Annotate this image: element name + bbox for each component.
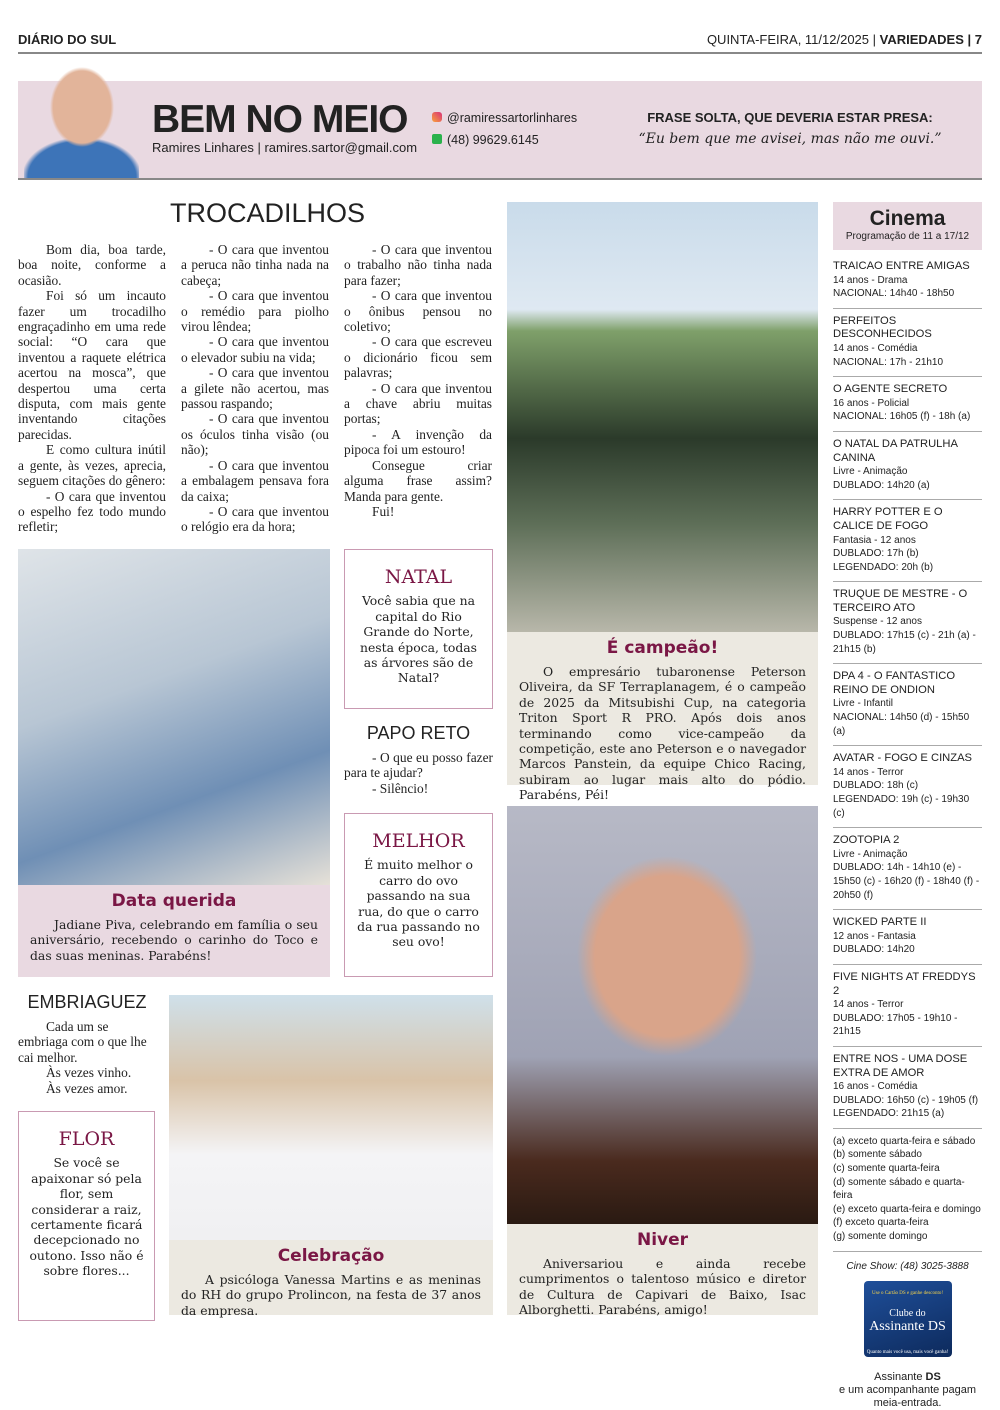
paragraph: - O cara que inventou o espelho fez todo mundo refletir; <box>18 488 166 535</box>
legend-note: (b) somente sábado <box>833 1149 922 1161</box>
film-info: DUBLADO: 16h50 (c) - 19h05 (f) <box>833 1094 979 1106</box>
film-info: DUBLADO: 14h - 14h10 (e) - 15h50 (c) - 16h20 (f) - 18h40 (f) - 20h50 (f) <box>833 862 980 901</box>
film-title: AVATAR - FOGO E CINZAS <box>833 752 973 765</box>
film-info: 14 anos - Drama <box>833 274 908 286</box>
photo-niver <box>507 806 818 1224</box>
film-info: 14 anos - Terror <box>833 766 904 778</box>
film-info: Fantasia - 12 anos <box>833 534 916 546</box>
film-title: WICKED PARTE II <box>833 916 927 929</box>
film-info: Livre - Infantil <box>833 698 894 710</box>
film-info: Livre - Animação <box>833 848 908 860</box>
film-title: PERFEITOS DESCONHECIDOS <box>833 314 932 341</box>
divider <box>18 178 982 180</box>
article-body <box>18 242 492 545</box>
paragraph: Bom dia, boa tarde, boa noite, conforme a ocasião. <box>18 242 166 288</box>
paragraph: Consegue criar alguma frase assim? Manda para gente. <box>344 457 492 504</box>
paragraph: - O cara que inventou o ônibus pensou no coletivo; <box>344 288 492 335</box>
film-listing <box>833 582 982 664</box>
film-info: LEGENDADO: 20h (b) <box>833 561 934 573</box>
paragraph: - O cara que inventou a embalagem pensava fora da caixa; <box>181 457 329 504</box>
column-title: BEM NO MEIO <box>152 98 408 141</box>
subscriber-card: Use o Cartão DS e ganhe desconto! Clube do Assinante DS Quanto mais você usa, mais você ganha! <box>864 1281 952 1357</box>
photo-data-querida <box>18 549 330 885</box>
cinema-header: Cinema Programação de 11 a 17/12 <box>833 202 982 250</box>
caption-niver: Niver Aniversariou e ainda recebe cumprimentos o talentoso músico e diretor de Cultura de Capivari de Baixo, Isac Alborghetti. Parabéns, amigo! <box>507 1224 818 1315</box>
paragraph: - O cara que inventou os óculos tinha visão (ou não); <box>181 411 329 458</box>
legend-note: (e) exceto quarta-feira e domingo <box>833 1203 981 1215</box>
film-info: LEGENDADO: 21h15 (a) <box>833 1108 945 1120</box>
divider <box>18 52 982 54</box>
film-title: HARRY POTTER E O CALICE DE FOGO <box>833 506 943 532</box>
film-info: NACIONAL: 14h40 - 18h50 <box>833 288 955 300</box>
author-photo <box>24 62 139 178</box>
cinema-contact: Cine Show: (48) 3025-3888 <box>846 1260 969 1272</box>
paragraph: - O cara que inventou o remédio para piolho virou lêndea; <box>181 288 329 335</box>
film-info: NACIONAL: 14h50 (d) - 15h50 (a) <box>833 712 970 737</box>
page-info: QUINTA-FEIRA, 11/12/2025 | VARIEDADES | 7 <box>706 32 982 47</box>
film-info: DUBLADO: 17h (b) <box>833 548 919 560</box>
film-info: 16 anos - Comédia <box>833 1081 918 1093</box>
film-listing <box>833 828 982 910</box>
byline: Ramires Linhares | ramires.sartor@gmail.com <box>152 140 418 155</box>
film-title: ENTRE NOS - UMA DOSE EXTRA DE AMOR <box>833 1052 968 1079</box>
film-listing <box>833 309 982 377</box>
whatsapp: (48) 99629.6145 <box>432 133 539 147</box>
paragraph: Fui! <box>372 503 395 519</box>
instagram: @ramiressartorlinhares <box>432 111 577 125</box>
paragraph: - O cara que inventou a chave abriu muitas portas; <box>344 380 492 427</box>
box-flor: FLOR Se você se apaixonar só pela flor, sem considerar a raiz, certamente ficará decepcionado no outono. Isso não é sobre flores... <box>18 1111 155 1321</box>
paragraph: - A invenção da pipoca foi um estouro! <box>344 426 492 458</box>
promo-text: Assinante DS e um acompanhante pagam meia-entrada. <box>839 1371 976 1410</box>
film-info: NACIONAL: 17h - 21h10 <box>833 356 944 368</box>
film-info: DUBLADO: 18h (c) <box>833 780 919 792</box>
paragraph: - O cara que inventou o relógio era da hora; <box>181 503 329 535</box>
legend-note: (g) somente domingo <box>833 1231 928 1243</box>
film-title: O NATAL DA PATRULHA CANINA <box>833 437 958 464</box>
caption-title: Data querida <box>111 891 237 911</box>
film-info: LEGENDADO: 19h (c) - 19h30 (c) <box>833 794 970 819</box>
legend-notes <box>833 1129 982 1252</box>
film-info: 16 anos - Policial <box>833 397 910 409</box>
film-info: Suspense - 12 anos <box>833 616 922 628</box>
caption-data-querida <box>18 885 330 977</box>
film-listing <box>833 664 982 746</box>
film-title: DPA 4 - O FANTASTICO REINO DE ONDION <box>833 670 956 696</box>
paragraph: - O cara que escreveu o dicionário ficou sem palavras; <box>344 334 492 381</box>
paragraph: - O cara que inventou o trabalho não tinha nada para fazer; <box>344 242 492 288</box>
article-title: TROCADILHOS <box>170 198 366 228</box>
film-info: DUBLADO: 17h15 (c) - 21h (a) - 21h15 (b) <box>833 630 976 655</box>
paragraph: E como cultura inútil a gente, às vezes, aprecia, seguem citações do gênero: <box>18 442 166 489</box>
film-info: DUBLADO: 14h20 (a) <box>833 479 930 491</box>
film-listing <box>833 1047 982 1129</box>
paragraph: - O cara que inventou a peruca não tinha nada na cabeça; <box>181 242 329 288</box>
caption-campeao: É campeão! O empresário tubaronense Peterson Oliveira, da SF Terraplanagem, é o campeão de 2025 da Mitsubishi Cup, na categoria Triton Sport R PRO. Após dois anos terminando como vice-campeão da competição, este ano Peterson e o navegador Marcos Panstein, da equipe Chico Racing, subiram ao lugar mais alto do pódio. Parabéns, Péi! <box>507 632 818 785</box>
film-info: DUBLADO: 14h20 <box>833 944 915 956</box>
film-info: 12 anos - Fantasia <box>833 930 916 942</box>
film-listing <box>833 254 982 309</box>
film-listing <box>833 500 982 582</box>
phrase: “Eu bem que me avisei, mas não me ouvi.” <box>638 131 942 147</box>
box-natal: NATAL Você sabia que na capital do Rio Grande do Norte, nesta época, todas as árvores são de Natal? <box>344 549 493 709</box>
film-listing <box>833 432 982 500</box>
cinema-listings <box>833 254 982 1410</box>
film-listing <box>833 746 982 828</box>
film-title: TRUQUE DE MESTRE - O TERCEIRO ATO <box>833 588 968 614</box>
film-info: NACIONAL: 16h05 (f) - 18h (a) <box>833 411 971 423</box>
legend-note: (c) somente quarta-feira <box>833 1163 940 1175</box>
legend-note: (d) somente sábado e quarta-feira <box>833 1176 965 1202</box>
film-info: 14 anos - Comédia <box>833 342 918 354</box>
film-info: DUBLADO: 17h05 - 19h10 - 21h15 <box>833 1012 958 1038</box>
phrase-title: FRASE SOLTA, QUE DEVERIA ESTAR PRESA: <box>647 110 933 125</box>
legend-note: (f) exceto quarta-feira <box>833 1217 929 1229</box>
film-info: Livre - Animação <box>833 466 908 478</box>
film-title: FIVE NIGHTS AT FREDDYS 2 <box>833 970 976 997</box>
embriaguez: EMBRIAGUEZ Cada um se embriaga com o que lhe cai melhor. Às vezes vinho. Às vezes amor. <box>18 992 147 1096</box>
film-info: 14 anos - Terror <box>833 999 904 1011</box>
film-listing <box>833 910 982 965</box>
papo-reto: PAPO RETO - O que eu posso fazer para te ajudar? - Silêncio! <box>344 723 493 796</box>
caption-celebracao: Celebração A psicóloga Vanessa Martins e as meninas do RH do grupo Prolincon, na festa de 37 anos da empresa. <box>169 1240 493 1315</box>
paragraph: Foi só um incauto fazer um trocadilho engraçadinho em uma rede social: “O cara que inventou a raquete elétrica acertou na mosca”, que despertou uma certa disputa, com mais gente inventando citações parecidas. <box>18 288 166 442</box>
paragraph: - O cara que inventou o elevador subiu na vida; <box>181 334 329 365</box>
paragraph: - O cara que inventou a gilete não acertou, mas passou raspando; <box>181 365 329 412</box>
photo-campeao <box>507 202 818 632</box>
instagram-icon <box>432 112 442 122</box>
film-title: O AGENTE SECRETO <box>833 383 948 396</box>
film-listing <box>833 965 982 1047</box>
newspaper-name: DIÁRIO DO SUL <box>18 32 117 47</box>
legend-note: (a) exceto quarta-feira e sábado <box>833 1135 976 1147</box>
whatsapp-icon <box>432 134 442 144</box>
film-listing <box>833 377 982 432</box>
film-title: TRAICAO ENTRE AMIGAS <box>833 260 970 272</box>
film-title: ZOOTOPIA 2 <box>833 834 900 847</box>
photo-celebracao <box>169 995 493 1240</box>
caption-text: Jadiane Piva, celebrando em família o seu aniversário, recebendo o carinho do Toco e das suas meninas. Parabéns! <box>30 917 318 963</box>
box-melhor: MELHOR É muito melhor o carro do ovo passando na sua rua, do que o carro da rua passando no seu ovo! <box>344 813 493 977</box>
